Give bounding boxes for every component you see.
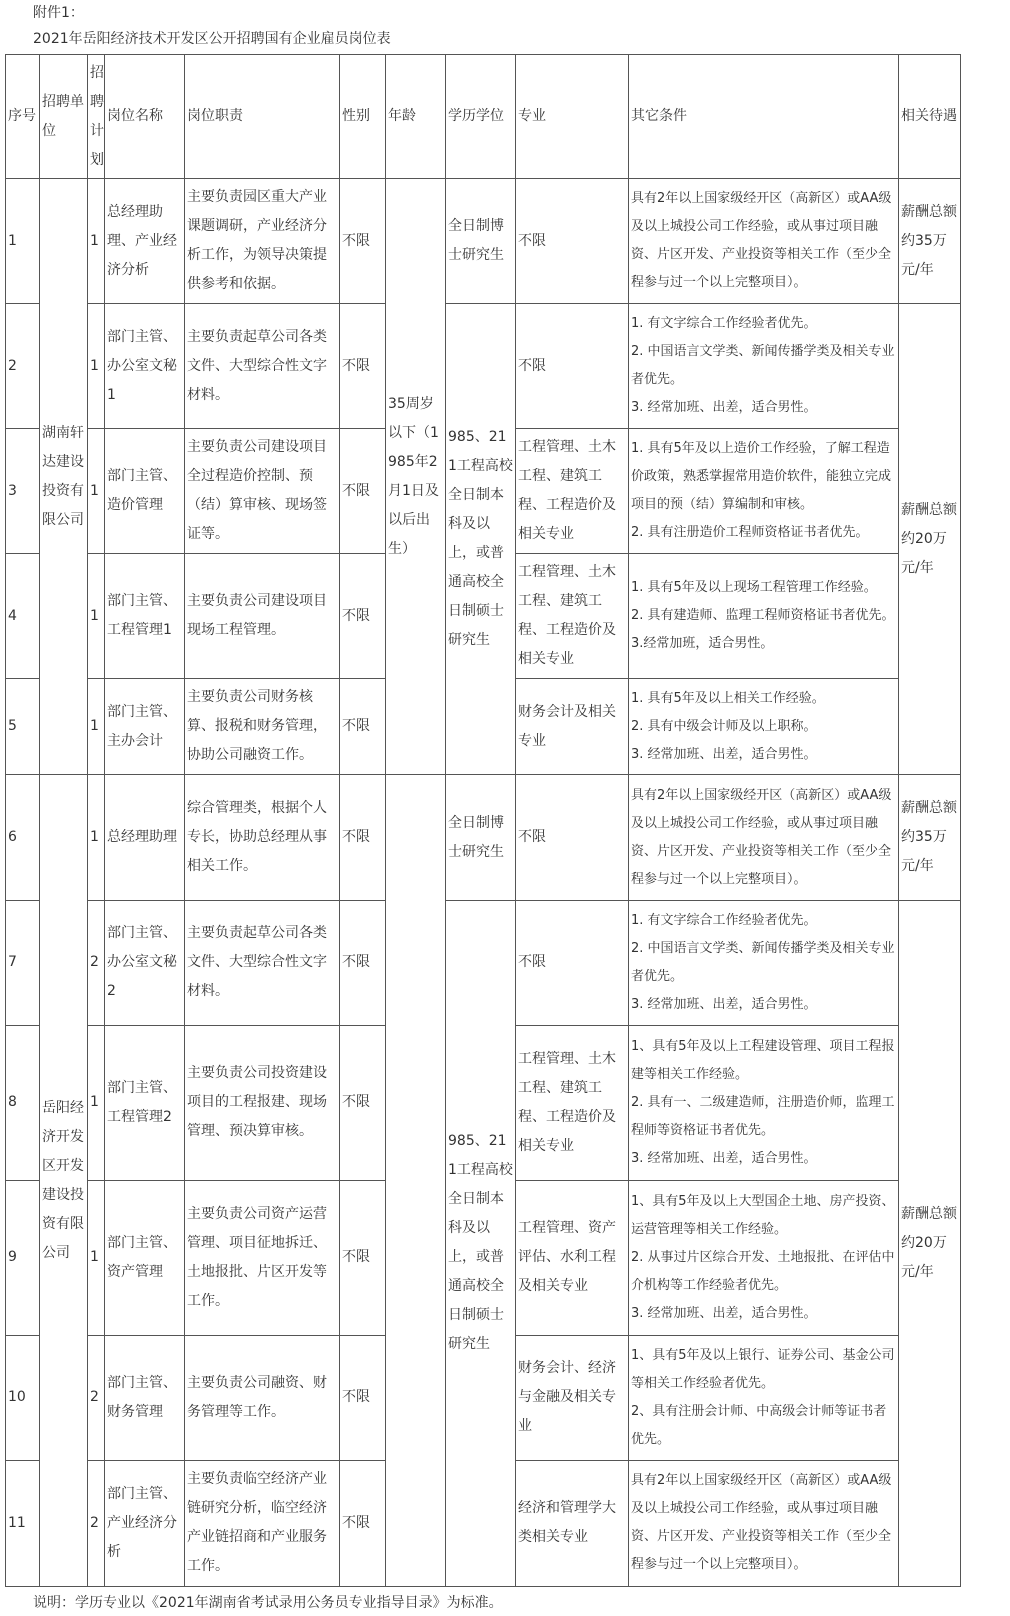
cell-pay: 薪酬总额约20万元/年 <box>899 900 961 1586</box>
cell-post: 部门主管、造价管理 <box>105 429 185 554</box>
cell-post: 部门主管、主办会计 <box>105 679 185 775</box>
cell-seq: 4 <box>6 554 40 679</box>
cell-other: 具有2年以上国家级经开区（高新区）或AA级及以上城投公司工作经验，或从事过项目融资、片区开发、产业投资等相关工作（至少全程参与过一个以上完整项目）。 <box>629 775 899 900</box>
cell-plan: 1 <box>88 1025 105 1180</box>
cell-major: 不限 <box>516 775 629 900</box>
cell-plan: 2 <box>88 1460 105 1586</box>
cell-age-blank <box>386 775 446 1587</box>
cell-gender: 不限 <box>340 304 386 429</box>
cell-seq: 10 <box>6 1335 40 1460</box>
cell-plan: 1 <box>88 429 105 554</box>
cell-duty: 主要负责公司融资、财务管理等工作。 <box>185 1335 340 1460</box>
header-edu: 学历学位 <box>446 55 516 179</box>
cell-other: 1. 有文字综合工作经验者优先。 2. 中国语言文学类、新闻传播学类及相关专业者优先。 3. 经常加班、出差，适合男性。 <box>629 304 899 429</box>
cell-pay: 薪酬总额约20万元/年 <box>899 304 961 775</box>
cell-major: 不限 <box>516 179 629 304</box>
cell-post: 部门主管、资产管理 <box>105 1180 185 1335</box>
cell-seq: 6 <box>6 775 40 900</box>
cell-plan: 1 <box>88 179 105 304</box>
cell-edu: 全日制博士研究生 <box>446 775 516 900</box>
cell-edu: 全日制博士研究生 <box>446 179 516 304</box>
table-row <box>6 304 961 429</box>
header-plan: 招聘计划 <box>88 55 105 179</box>
cell-major: 不限 <box>516 304 629 429</box>
cell-unit: 湖南轩达建设投资有限公司 <box>40 179 88 775</box>
cell-plan: 1 <box>88 304 105 429</box>
header-duty: 岗位职责 <box>185 55 340 179</box>
cell-major: 工程管理、土木工程、建筑工程、工程造价及相关专业 <box>516 1025 629 1180</box>
cell-major: 工程管理、土木工程、建筑工程、工程造价及相关专业 <box>516 554 629 679</box>
header-age: 年龄 <box>386 55 446 179</box>
cell-duty: 主要负责公司投资建设项目的工程报建、现场管理、预决算审核。 <box>185 1025 340 1180</box>
cell-plan: 1 <box>88 1180 105 1335</box>
header-post: 岗位名称 <box>105 55 185 179</box>
cell-major: 不限 <box>516 900 629 1025</box>
cell-other: 具有2年以上国家级经开区（高新区）或AA级及以上城投公司工作经验，或从事过项目融资、片区开发、产业投资等相关工作（至少全程参与过一个以上完整项目）。 <box>629 1460 899 1586</box>
cell-plan: 1 <box>88 775 105 900</box>
cell-post: 部门主管、财务管理 <box>105 1335 185 1460</box>
header-gender: 性别 <box>340 55 386 179</box>
cell-gender: 不限 <box>340 1180 386 1335</box>
cell-other: 1. 有文字综合工作经验者优先。 2. 中国语言文学类、新闻传播学类及相关专业者优先。 3. 经常加班、出差，适合男性。 <box>629 900 899 1025</box>
cell-pay: 薪酬总额约35万元/年 <box>899 775 961 900</box>
cell-major: 经济和管理学大类相关专业 <box>516 1460 629 1586</box>
recruitment-table <box>5 54 961 1587</box>
cell-seq: 8 <box>6 1025 40 1180</box>
cell-other: 1. 具有5年及以上现场工程管理工作经验。 2. 具有建造师、监理工程师资格证书者优先。 3.经常加班，适合男性。 <box>629 554 899 679</box>
header-seq: 序号 <box>6 55 40 179</box>
cell-major: 工程管理、资产评估、水利工程及相关专业 <box>516 1180 629 1335</box>
cell-plan: 1 <box>88 554 105 679</box>
cell-post: 总经理助理、产业经济分析 <box>105 179 185 304</box>
cell-duty: 主要负责公司建设项目现场工程管理。 <box>185 554 340 679</box>
cell-post: 部门主管、工程管理1 <box>105 554 185 679</box>
cell-major: 工程管理、土木工程、建筑工程、工程造价及相关专业 <box>516 429 629 554</box>
cell-seq: 1 <box>6 179 40 304</box>
cell-seq: 11 <box>6 1460 40 1586</box>
cell-gender: 不限 <box>340 900 386 1025</box>
cell-post: 部门主管、产业经济分析 <box>105 1460 185 1586</box>
cell-gender: 不限 <box>340 679 386 775</box>
cell-major: 财务会计及相关专业 <box>516 679 629 775</box>
cell-duty: 主要负责公司资产运营管理、项目征地拆迁、土地报批、片区开发等工作。 <box>185 1180 340 1335</box>
cell-gender: 不限 <box>340 775 386 900</box>
cell-seq: 7 <box>6 900 40 1025</box>
cell-duty: 主要负责公司建设项目全过程造价控制、预（结）算审核、现场签证等。 <box>185 429 340 554</box>
cell-seq: 5 <box>6 679 40 775</box>
cell-post: 部门主管、办公室文秘1 <box>105 304 185 429</box>
header-unit: 招聘单位 <box>40 55 88 179</box>
cell-gender: 不限 <box>340 554 386 679</box>
cell-gender: 不限 <box>340 1460 386 1586</box>
footnote: 说明：学历专业以《2021年湖南省考试录用公务员专业指导目录》为标准。 <box>33 1595 503 1611</box>
table-row <box>6 179 961 304</box>
cell-post: 总经理助理 <box>105 775 185 900</box>
header-other: 其它条件 <box>629 55 899 179</box>
table-row <box>6 900 961 1025</box>
cell-other: 1. 具有5年及以上造价工作经验，了解工程造价政策，熟悉掌握常用造价软件，能独立完成项目的预（结）算编制和审核。 2. 具有注册造价工程师资格证书者优先。 <box>629 429 899 554</box>
cell-other: 1、具有5年及以上大型国企土地、房产投资、运营管理等相关工作经验。 2. 从事过片区综合开发、土地报批、在评估中介机构等工作经验者优先。 3. 经常加班、出差，适合男性。 <box>629 1180 899 1335</box>
table-row <box>6 775 961 900</box>
document-title: 2021年岳阳经济技术开发区公开招聘国有企业雇员岗位表 <box>33 31 391 47</box>
cell-edu: 985、211工程高校全日制本科及以上，或普通高校全日制硕士研究生 <box>446 900 516 1586</box>
cell-plan: 2 <box>88 900 105 1025</box>
cell-gender: 不限 <box>340 1335 386 1460</box>
cell-duty: 综合管理类，根据个人专长，协助总经理从事相关工作。 <box>185 775 340 900</box>
cell-seq: 2 <box>6 304 40 429</box>
cell-duty: 主要负责临空经济产业链研究分析，临空经济产业链招商和产业服务工作。 <box>185 1460 340 1586</box>
cell-post: 部门主管、办公室文秘2 <box>105 900 185 1025</box>
attachment-label: 附件1： <box>33 5 84 21</box>
cell-post: 部门主管、工程管理2 <box>105 1025 185 1180</box>
cell-pay: 薪酬总额约35万元/年 <box>899 179 961 304</box>
cell-duty: 主要负责起草公司各类文件、大型综合性文字材料。 <box>185 900 340 1025</box>
header-major: 专业 <box>516 55 629 179</box>
cell-seq: 3 <box>6 429 40 554</box>
cell-gender: 不限 <box>340 429 386 554</box>
cell-other: 具有2年以上国家级经开区（高新区）或AA级及以上城投公司工作经验，或从事过项目融资、片区开发、产业投资等相关工作（至少全程参与过一个以上完整项目）。 <box>629 179 899 304</box>
cell-gender: 不限 <box>340 1025 386 1180</box>
cell-other: 1. 具有5年及以上相关工作经验。 2. 具有中级会计师及以上职称。 3. 经常加班、出差，适合男性。 <box>629 679 899 775</box>
cell-duty: 主要负责公司财务核算、报税和财务管理，协助公司融资工作。 <box>185 679 340 775</box>
cell-plan: 1 <box>88 679 105 775</box>
header-row <box>6 55 961 179</box>
cell-gender: 不限 <box>340 179 386 304</box>
cell-plan: 2 <box>88 1335 105 1460</box>
cell-seq: 9 <box>6 1180 40 1335</box>
cell-unit: 岳阳经济开发区开发建设投资有限公司 <box>40 775 88 1587</box>
header-pay: 相关待遇 <box>899 55 961 179</box>
cell-other: 1、具有5年及以上工程建设管理、项目工程报建等相关工作经验。 2. 具有一、二级建造师，注册造价师，监理工程师等资格证书者优先。 3. 经常加班、出差，适合男性。 <box>629 1025 899 1180</box>
cell-other: 1、具有5年及以上银行、证券公司、基金公司等相关工作经验者优先。 2、具有注册会计师、中高级会计师等证书者优先。 <box>629 1335 899 1460</box>
cell-major: 财务会计、经济与金融及相关专业 <box>516 1335 629 1460</box>
cell-duty: 主要负责园区重大产业课题调研，产业经济分析工作，为领导决策提供参考和依据。 <box>185 179 340 304</box>
cell-age: 35周岁以下（1985年2月1日及以后出生） <box>386 179 446 775</box>
cell-duty: 主要负责起草公司各类文件、大型综合性文字材料。 <box>185 304 340 429</box>
cell-edu: 985、211工程高校全日制本科及以上，或普通高校全日制硕士研究生 <box>446 304 516 775</box>
